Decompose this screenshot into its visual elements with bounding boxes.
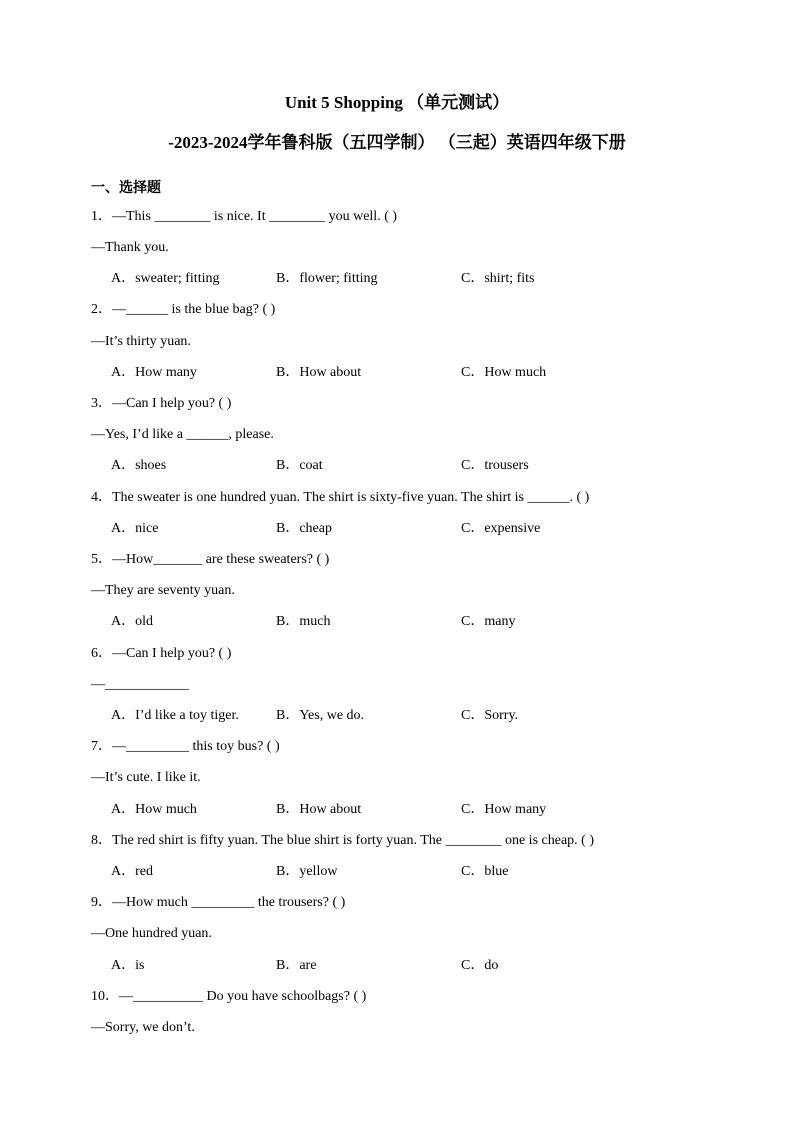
question-9-option-c: C．do <box>461 958 499 973</box>
title-line-2: -2023-2024学年鲁科版（五四学制） （三起）英语四年级下册 <box>168 133 626 152</box>
question-6-option-a: A．I’d like a toy tiger. <box>111 708 239 723</box>
question-10-reply: —Sorry, we don’t. <box>91 1020 195 1035</box>
question-7-reply: —It’s cute. I like it. <box>91 770 201 785</box>
question-2-option-b: B．How about <box>276 365 362 380</box>
question-5-option-b: B．much <box>276 614 331 629</box>
question-9-option-a: A．is <box>111 958 145 973</box>
question-1-option-a: A．sweater; fitting <box>111 271 220 286</box>
question-7-stem: 7．—_________ this toy bus? ( ) <box>91 739 280 754</box>
question-3-option-b: B．coat <box>276 458 323 473</box>
question-8-option-c: C．blue <box>461 864 509 879</box>
question-2-option-c: C．How much <box>461 365 547 380</box>
question-1-reply: —Thank you. <box>91 240 169 255</box>
question-2-option-a: A．How many <box>111 365 197 380</box>
question-5-option-a: A．old <box>111 614 153 629</box>
question-4-option-c: C．expensive <box>461 521 541 536</box>
section-heading: 一、选择题 <box>91 181 161 196</box>
question-1-stem: 1．—This ________ is nice. It ________ you well. ( ) <box>91 209 398 224</box>
question-6-option-b: B．Yes, we do. <box>276 708 365 723</box>
question-9-reply: —One hundred yuan. <box>91 926 212 941</box>
question-7-option-c: C．How many <box>461 802 547 817</box>
question-2-reply: —It’s thirty yuan. <box>91 334 191 349</box>
question-6-stem: 6．—Can I help you? ( ) <box>91 646 232 661</box>
question-3-reply: —Yes, I’d like a ______, please. <box>91 427 274 442</box>
question-8-option-b: B．yellow <box>276 864 338 879</box>
question-3-option-a: A．shoes <box>111 458 167 473</box>
question-5-stem: 5．—How_______ are these sweaters? ( ) <box>91 552 330 567</box>
question-3-stem: 3．—Can I help you? ( ) <box>91 396 232 411</box>
question-6-reply: —____________ <box>91 677 189 692</box>
question-7-option-b: B．How about <box>276 802 362 817</box>
question-5-reply: —They are seventy yuan. <box>91 583 235 598</box>
question-6-option-c: C．Sorry. <box>461 708 519 723</box>
question-4-option-a: A．nice <box>111 521 159 536</box>
question-1-option-b: B．flower; fitting <box>276 271 378 286</box>
question-4-stem: 4．The sweater is one hundred yuan. The shirt is sixty-five yuan. The shirt is ______. ( ) <box>91 490 590 505</box>
title-line-1: Unit 5 Shopping （单元测试） <box>284 93 510 112</box>
question-3-option-c: C．trousers <box>461 458 529 473</box>
question-4-option-b: B．cheap <box>276 521 332 536</box>
question-9-option-b: B．are <box>276 958 317 973</box>
question-10-stem: 10．—__________ Do you have schoolbags? ( ) <box>91 989 367 1004</box>
question-5-option-c: C．many <box>461 614 516 629</box>
question-7-option-a: A．How much <box>111 802 197 817</box>
question-9-stem: 9．—How much _________ the trousers? ( ) <box>91 895 346 910</box>
question-2-stem: 2．—______ is the blue bag? ( ) <box>91 302 276 317</box>
question-8-option-a: A．red <box>111 864 153 879</box>
question-8-stem: 8．The red shirt is fifty yuan. The blue shirt is forty yuan. The ________ one is cheap. ( ) <box>91 833 594 848</box>
question-1-option-c: C．shirt; fits <box>461 271 535 286</box>
